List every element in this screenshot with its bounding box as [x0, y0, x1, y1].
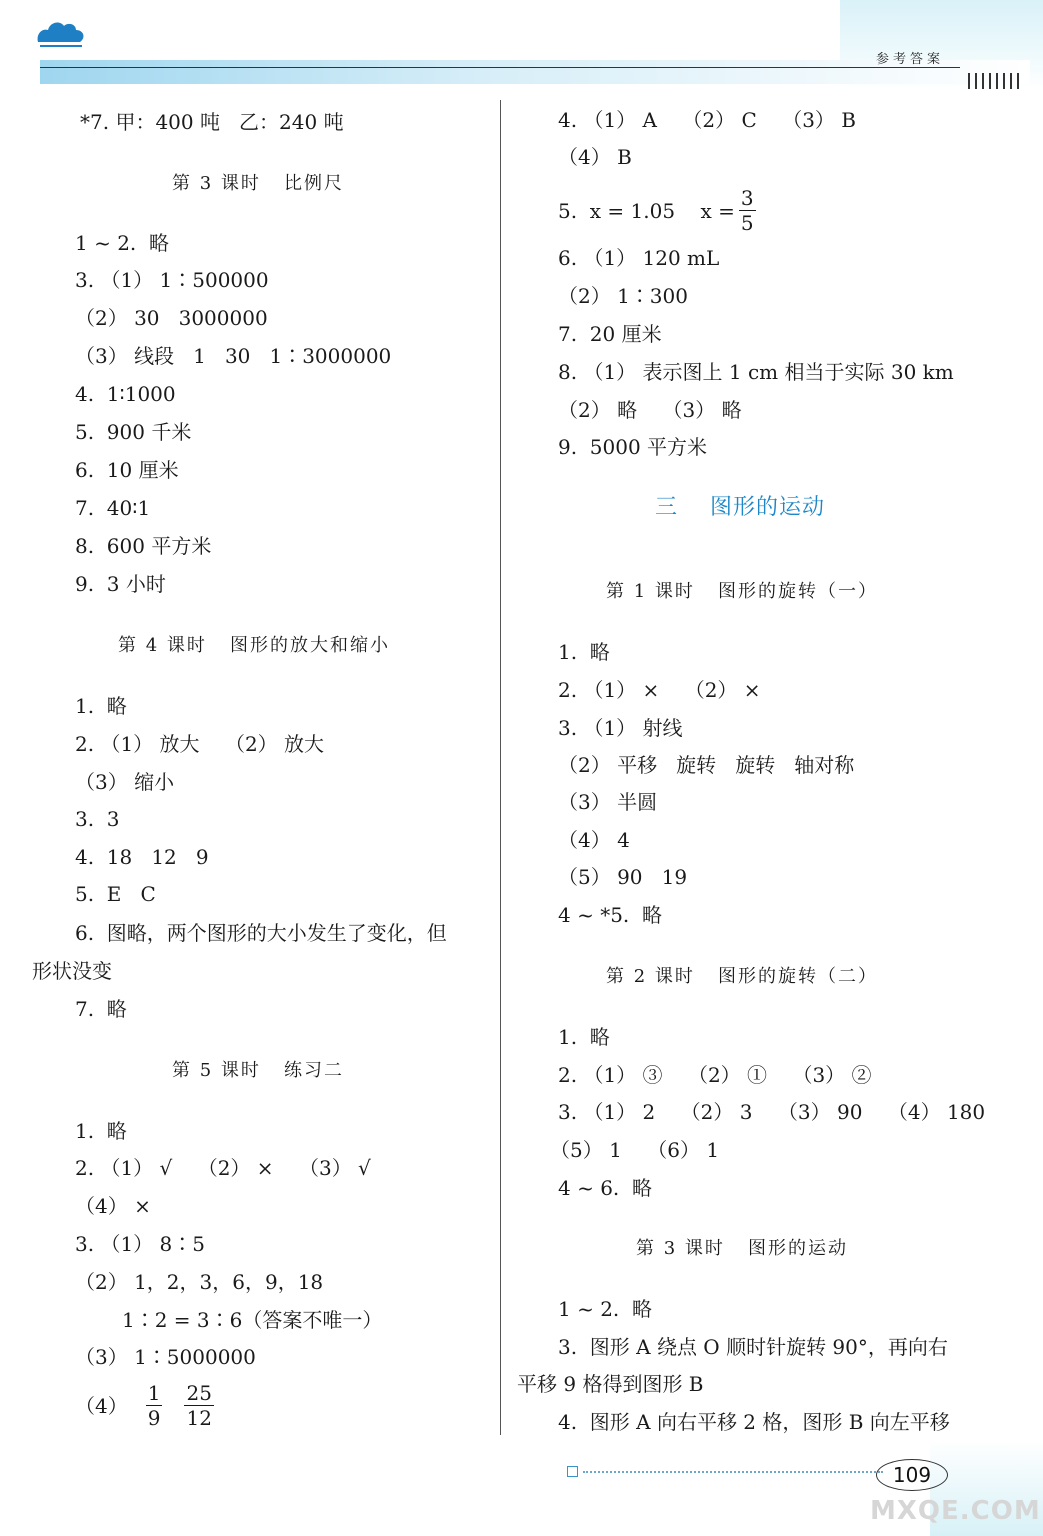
header-label: 参考答案	[876, 52, 945, 67]
answer-line: 4. 图形 A 向右平移 2 格，图形 B 向左平移	[558, 1410, 950, 1434]
answer-line: 平移 9 格得到图形 B	[517, 1372, 704, 1396]
answer-line: 1 ~ 2. 略	[75, 231, 169, 255]
answer-line: 3. （1） 1∶500000	[75, 268, 269, 292]
answer-line: 4. （1） A （2） C （3） B	[558, 108, 856, 132]
answer-line: 1. 略	[75, 1119, 127, 1143]
answer-line: 4. 18 12 9	[75, 845, 209, 869]
answer-line: 5. 900 千米	[75, 420, 192, 444]
chapter-title: 三 图形的运动	[655, 495, 825, 520]
answer-line: （2） 平移 旋转 旋转 轴对称	[558, 753, 855, 777]
lesson-heading: 第 2 课时 图形的旋转（二）	[606, 966, 879, 987]
answer-line: 2. （1） 放大 （2） 放大	[75, 732, 325, 756]
answer-line: 3. 3	[75, 807, 120, 831]
fraction-denominator: 5	[740, 211, 754, 235]
answer-line: 4. 1∶1000	[75, 382, 176, 406]
answer-line: （3） 线段 1 30 1∶3000000	[75, 344, 392, 368]
answer-line: *7. 甲：400 吨 乙：240 吨	[80, 110, 344, 134]
answer-line: 1 ~ 2. 略	[558, 1297, 652, 1321]
lesson-heading: 第 5 课时 练习二	[172, 1060, 345, 1081]
answer-line: （4） ×	[75, 1194, 151, 1218]
page-number: 109	[876, 1459, 948, 1491]
fraction-twentyfive-twelfths	[184, 1383, 213, 1428]
answer-line: （3） 1∶5000000	[75, 1345, 256, 1369]
column-divider	[500, 100, 501, 1435]
fraction-one-ninth	[146, 1383, 163, 1428]
answer-line: 3. 图形 A 绕点 O 顺时针旋转 90°，再向右	[558, 1335, 948, 1359]
answer-line: 1. 略	[558, 640, 610, 664]
fraction-denominator: 9	[147, 1406, 161, 1430]
watermark: MXQE.COM	[870, 1496, 1041, 1526]
answer-line: （4） 4	[558, 828, 630, 852]
fraction-prefix: （4）	[75, 1393, 128, 1418]
answer-line: 9. 3 小时	[75, 572, 166, 596]
barcode-decoration	[968, 73, 1028, 89]
answer-line: （2） 1∶300	[558, 284, 688, 308]
fraction-denominator: 12	[186, 1406, 212, 1430]
answer-line: 5. E C	[75, 882, 156, 906]
footer-dotted-rule	[583, 1471, 883, 1473]
answer-line: 2. （1） ③ （2） ① （3） ②	[558, 1063, 872, 1087]
answer-line: 3. （1） 8∶5	[75, 1232, 205, 1256]
answer-line: （2） 略 （3） 略	[558, 398, 742, 422]
lesson-heading: 第 3 课时 图形的运动	[636, 1238, 849, 1259]
answer-line: （2） 30 3000000	[75, 306, 268, 330]
answer-line: 6. （1） 120 mL	[558, 246, 720, 270]
answer-line: 7. 20 厘米	[558, 322, 662, 346]
lesson-heading: 第 4 课时 图形的放大和缩小	[118, 635, 391, 656]
cloud-logo-icon	[34, 16, 90, 50]
answer-line: 1. 略	[75, 694, 127, 718]
answer-line: 3. （1） 射线	[558, 716, 683, 740]
answer-line: 7. 略	[75, 997, 127, 1021]
footer-square-icon	[567, 1466, 578, 1477]
answer-line: 8. 600 平方米	[75, 534, 212, 558]
answer-line: （3） 缩小	[75, 770, 175, 794]
fraction-numerator: 25	[186, 1381, 212, 1405]
header-line	[40, 67, 960, 68]
answer-line: （4） B	[558, 145, 632, 169]
fraction-prefix: 5. x = 1.05 x =	[558, 198, 735, 223]
answer-line: （2） 1，2，3，6，9，18	[75, 1270, 324, 1294]
lesson-heading: 第 3 课时 比例尺	[172, 173, 345, 194]
answer-line: 形状没变	[32, 959, 112, 983]
fraction-answer-line	[558, 188, 760, 233]
answer-line: 3. （1） 2 （2） 3 （3） 90 （4） 180	[558, 1100, 986, 1124]
answer-line: 6. 10 厘米	[75, 458, 179, 482]
answer-line: 9. 5000 平方米	[558, 435, 708, 459]
answer-line: （3） 半圆	[558, 790, 658, 814]
lesson-heading: 第 1 课时 图形的旋转（一）	[606, 581, 879, 602]
answer-line: 4 ~ *5. 略	[558, 903, 662, 927]
fraction-answer-line	[75, 1383, 218, 1428]
answer-line: 1. 略	[558, 1025, 610, 1049]
answer-line: 2. （1） × （2） ×	[558, 678, 761, 702]
answer-line: 7. 40∶1	[75, 496, 151, 520]
fraction-numerator: 1	[147, 1381, 161, 1405]
answer-line: 1∶2 = 3∶6（答案不唯一）	[122, 1308, 383, 1332]
answer-line: （5） 1 （6） 1	[550, 1138, 720, 1162]
answer-line: 4 ~ 6. 略	[558, 1176, 652, 1200]
fraction-numerator: 3	[740, 186, 754, 210]
answer-line: 6. 图略，两个图形的大小发生了变化，但	[75, 921, 447, 945]
answer-line: 8. （1） 表示图上 1 cm 相当于实际 30 km	[558, 360, 954, 384]
answer-line: （5） 90 19	[558, 865, 688, 889]
fraction-three-fifths	[739, 188, 756, 233]
answer-line: 2. （1） √ （2） × （3） √	[75, 1156, 371, 1180]
